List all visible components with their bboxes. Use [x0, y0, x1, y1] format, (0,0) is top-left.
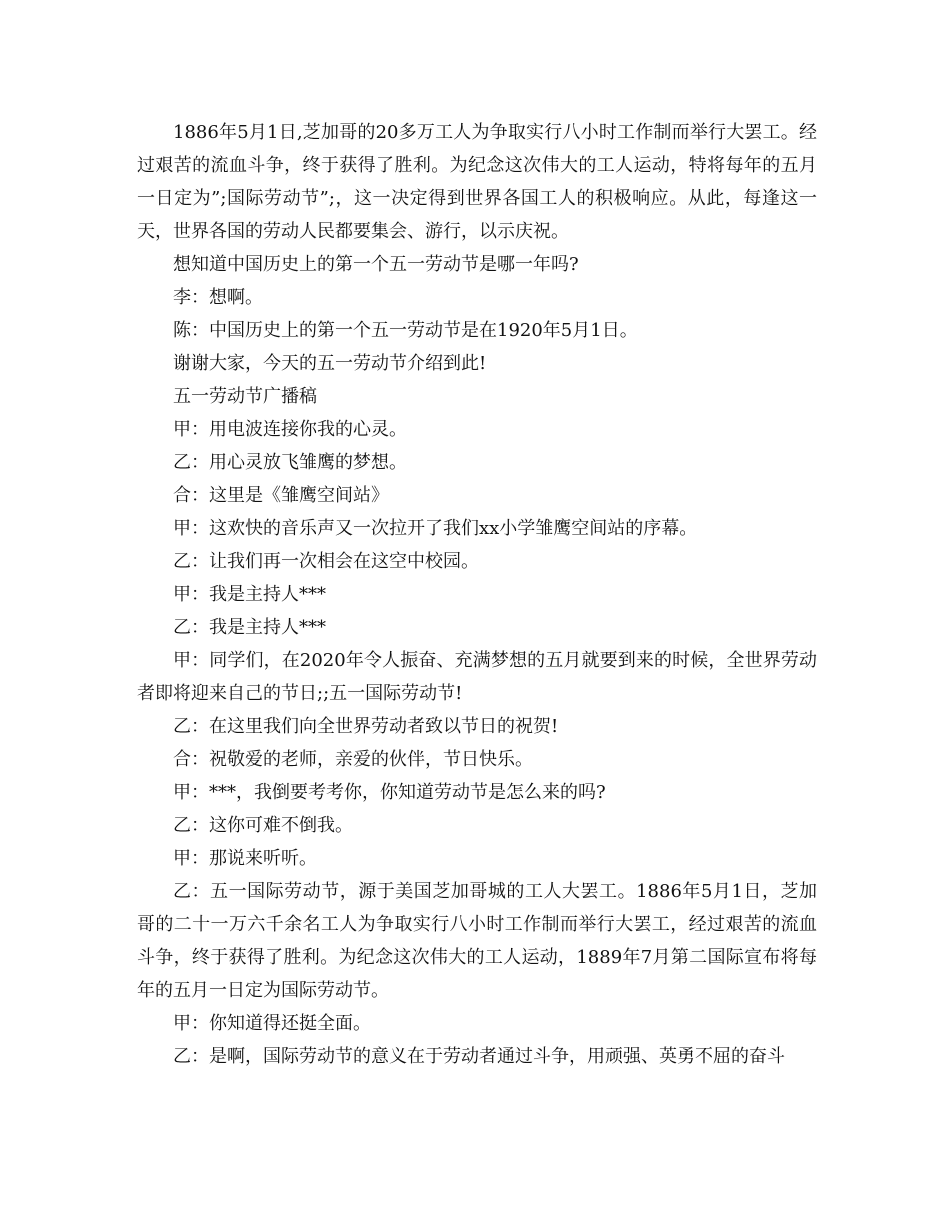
dialogue-line: 甲：***，我倒要考考你，你知道劳动节是怎么来的吗?	[173, 782, 606, 803]
dialogue-line: 合：祝敬爱的老师，亲爱的伙伴，节日快乐。	[173, 749, 533, 770]
dialogue-line: 甲：同学们，在2020年令人振奋、充满梦想的五月就要到来的时候，全世界劳动者即将迎来自己的节日;;五一国际劳动节!	[137, 650, 817, 704]
dialogue-line: 甲：用电波连接你我的心灵。	[173, 419, 407, 440]
dialogue-line: 甲：你知道得还挺全面。	[173, 1013, 371, 1034]
dialogue-line: 合：这里是《雏鹰空间站》	[173, 485, 389, 506]
dialogue-line: 乙：是啊，国际劳动节的意义在于劳动者通过斗争，用顽强、英勇不屈的奋斗	[173, 1046, 785, 1067]
dialogue-line: 乙：用心灵放飞雏鹰的梦想。	[173, 452, 407, 473]
dialogue-line: 甲：那说来听听。	[173, 848, 317, 869]
dialogue-line: 乙：在这里我们向全世界劳动者致以节日的祝贺!	[173, 716, 559, 737]
document-body	[137, 116, 817, 1073]
paragraph-question: 想知道中国历史上的第一个五一劳动节是哪一年吗?	[173, 254, 579, 275]
paragraph-chen-answer: 陈：中国历史上的第一个五一劳动节是在1920年5月1日。	[173, 320, 638, 341]
dialogue-line: 乙：我是主持人***	[173, 617, 326, 638]
paragraph-li-reply: 李：想啊。	[173, 287, 263, 308]
section-title: 五一劳动节广播稿	[173, 386, 317, 407]
dialogue-line: 乙：这你可难不倒我。	[173, 815, 353, 836]
dialogue-line: 乙：五一国际劳动节，源于美国芝加哥城的工人大罢工。1886年5月1日，芝加哥的二十一万六千余名工人为争取实行八小时工作制而举行大罢工，经过艰苦的流血斗争，终于获得了胜利。为纪念这次伟大的工人运动，1889年7月第二国际宣布将每年的五月一日定为国际劳动节。	[137, 881, 817, 1001]
dialogue-line: 甲：我是主持人***	[173, 584, 326, 605]
dialogue-line: 甲：这欢快的音乐声又一次拉开了我们xx小学雏鹰空间站的序幕。	[173, 518, 698, 539]
paragraph-thanks: 谢谢大家，今天的五一劳动节介绍到此!	[173, 353, 487, 374]
dialogue-line: 乙：让我们再一次相会在这空中校园。	[173, 551, 479, 572]
paragraph-intro: 1886年5月1日,芝加哥的20多万工人为争取实行八小时工作制而举行大罢工。经过艰苦的流血斗争，终于获得了胜利。为纪念这次伟大的工人运动，特将每年的五月一日定为”;国际劳动节”;，这一决定得到世界各国工人的积极响应。从此，每逢这一天，世界各国的劳动人民都要集会、游行，以示庆祝。	[137, 122, 817, 242]
